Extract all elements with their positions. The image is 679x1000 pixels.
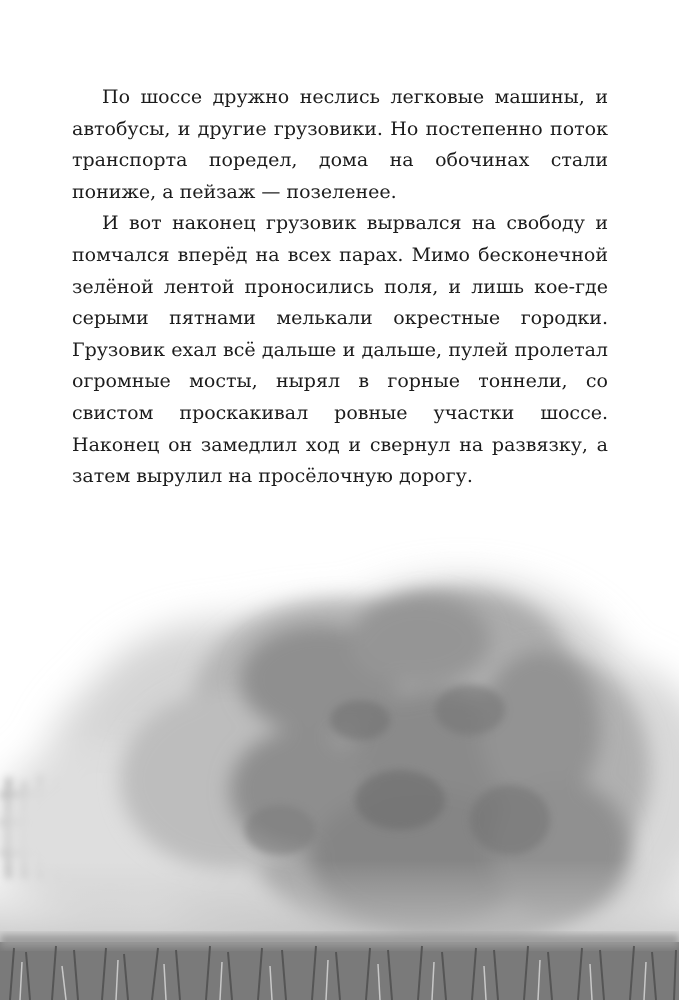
paragraph-2: И вот наконец грузовик вырвался на свободу и помчался вперёд на всех парах. Мимо бесконечной зелёной лентой проносились поля, и лишь кое-где серыми пятнами мелькали окрестные городки. Грузовик ехал всё дальше и дальше, пулей пролетал огромные мосты, нырял в горные тоннели, со свистом проскакивал ровные участки шоссе. Наконец он замедлил ход и свернул на развязку, а затем вырулил на просёлочную дорогу.: [72, 212, 608, 488]
dust-cloud-illustration: [0, 530, 679, 1000]
body-text: [72, 82, 608, 493]
grass: [0, 935, 679, 1000]
paragraph-1: По шоссе дружно неслись легковые машины, и автобусы, и другие грузовики. Но постепенно поток транспорта поредел, дома на обочинах стали пониже, а пейзаж — позеленее.: [72, 86, 608, 203]
